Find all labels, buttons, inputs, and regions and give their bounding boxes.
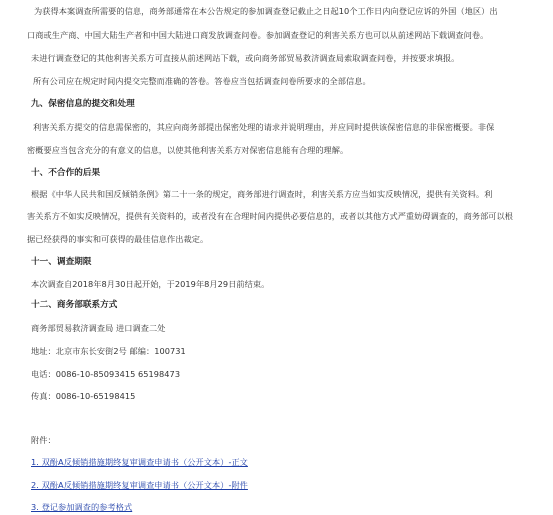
- attachment-row: [0, 501, 553, 513]
- paragraph-line: 利害关系方提交的信息需保密的，其应向商务部提出保密处理的请求并说明理由，并应同时提供该保密信息的非保密概要。非保: [33, 122, 495, 132]
- attachment-link-appendix[interactable]: 2. 双酚A反倾销措施期终复审调查申请书（公开文本）-附件: [31, 480, 248, 490]
- paragraph-line: 本次调查自2018年8月30日起开始，于2019年8月29日前结束。: [31, 279, 270, 289]
- section-heading: 九、保密信息的提交和处理: [31, 99, 135, 109]
- attachment-link-registration-format[interactable]: 3. 登记参加调查的参考格式: [31, 502, 133, 512]
- contact-fax: 传真：0086-10-65198415: [31, 391, 136, 401]
- paragraph-line: 害关系方不如实反映情况，提供有关资料的，或者没有在合理时间内提供必要信息的，或者以其他方式严重妨碍调查的，商务部可以根: [27, 211, 514, 221]
- paragraph-line: 所有公司应在规定时间内提交完整而准确的答卷。答卷应当包括调查问卷所要求的全部信息。: [33, 76, 371, 86]
- paragraph-line: 密概要应当包含充分的有意义的信息，以使其他利害关系方对保密信息能有合理的理解。: [27, 145, 349, 155]
- paragraph-line: 口商或生产商、中国大陆生产者和中国大陆进口商发放调查问卷。参加调查登记的利害关系方也可以从前述网站下载调查问卷。: [27, 30, 489, 40]
- paragraph-line: 未进行调查登记的其他利害关系方可直接从前述网站下载，或向商务部贸易救济调查局索取调查问卷，并按要求填报。: [31, 53, 460, 63]
- section-heading: 十、不合作的后果: [31, 168, 101, 178]
- contact-address: 地址：北京市东长安街2号 邮编：100731: [31, 346, 186, 356]
- paragraph-line: 根据《中华人民共和国反倾销条例》第二十一条的规定，商务部进行调查时，利害关系方应当如实反映情况，提供有关资料。利: [31, 189, 493, 199]
- attachment-row: [0, 479, 553, 491]
- section-heading: 十二、商务部联系方式: [31, 300, 118, 310]
- paragraph-line: 据已经获得的事实和可获得的最佳信息作出裁定。: [27, 234, 209, 244]
- contact-org: 商务部贸易救济调查局 进口调查二处: [31, 323, 166, 333]
- section-heading: 十一、调查期限: [31, 257, 92, 267]
- attachment-link-main-text[interactable]: 1. 双酚A反倾销措施期终复审调查申请书（公开文本）-正文: [31, 457, 248, 467]
- attachments-label: 附件：: [31, 435, 56, 445]
- paragraph-line: 为获得本案调查所需要的信息，商务部通常在本公告规定的参加调查登记截止之日起10个工作日内向登记应诉的外国（地区）出: [34, 6, 498, 16]
- contact-phone: 电话：0086-10-85093415 65198473: [31, 369, 181, 379]
- attachment-row: [0, 456, 553, 468]
